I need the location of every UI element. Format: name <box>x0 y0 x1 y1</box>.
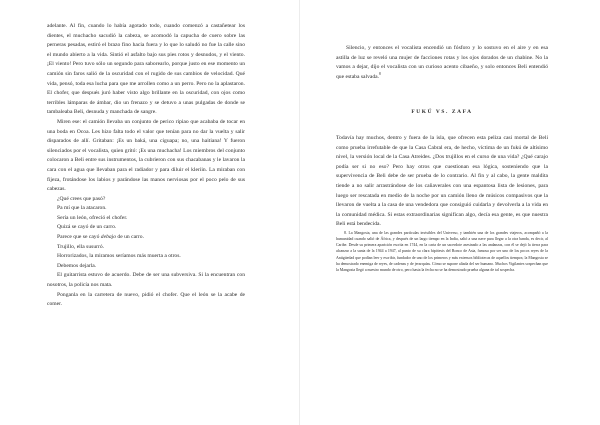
paragraph: Ponganla en la carretera de nuevo, pidió el chofer. Que el león se la acabe de comer. <box>47 291 245 308</box>
paragraph: El guitarrista estuvo de acuerdo. Debe de ser una subversiva. Si la encuentran con nosotros, la policía nos mata. <box>47 272 245 289</box>
paragraph: adelante. Al fin, cuando lo había agotado todo, cuando comenzó a castañetear los dientes, el muchacho sacudió la cabeza, se acomodó la capucha de cuero sobre las perneras pesadas, estiró el brazo fino hacia fuera y lo que lo saludó no fue la calle sino el mundo abierto a la vida. Sintió el asfalto bajo sus pies rotos y desnudos, y el viento. ¡El viento! Pero tuvo sólo un segundo para saborearlo, porque justo en ese momento un camión sin faros salió de la oscuridad con el rugido de sus cambios de velocidad. Qué vida, pensó, toda esa lucha para que me arrollen como a un perro. Pero no la aplastaron. El chofer, que después juró haber visto algo brillante en la oscuridad, con ojos como terribles lámparas de ámbar, dio un frenazo y se detuvo a unas pulgadas de donde se tambaleaba Beli, desnuda y manchada de sangre. <box>47 23 245 116</box>
dialogue-line: Trujillo, ella susurró. <box>57 243 105 250</box>
intro-text: Silencio, y entonces el vocalista encendió un fósforo y lo sostuvo en el aire y en esa astilla de luz se reveló una mujer de facciones rotas y los ojos dorados de un chabine. No la vamos a dejar, dijo el vocalista con un curioso acento cibaeño, y solo entonces Beli entendió que estaba salvada. <box>336 45 548 80</box>
footnote-marker: 8 <box>379 71 381 76</box>
section-heading: FUKÚ VS. ZAFA <box>411 109 473 116</box>
dialogue-line <box>47 233 245 243</box>
dialogue-line: Pa mí que la atacaron. <box>57 205 107 212</box>
dialogue-line: Debemos dejarla. <box>57 262 97 269</box>
dialogue-line: Sería un león, ofreció el chofer. <box>57 214 128 221</box>
emphasis-text: debajo <box>100 234 117 241</box>
footnote: 8. La Mangosta, una de las grandes partículas invisibles del Universo, y también una de los grandes viajeros, acompañó a la humanidad cuando salió de África, y después de un largo tiempo en la India, saltó a una nave para llegar a la otra banda, es decir, al Caribe. Desde su primera aparición escrita en 1744, en la carta de un sacerdote asesinado a las andanzas, con él se dejó la tierra para alcanzar a la santa de la 1944 a 1947, al punto de su clara hipótesis del Ronco de Asia, famosa por ser uno de los pocos reyes de la Antigüedad que podían leer y escribir, fundador de uno de los primeros y más extensos bibliotecas de aquellos tiempos; la Mangosta se ha demostrado enemiga de reyes, de cadenas y de jerarquías. Cómo se supone aliada del ser humano. Muchos Vigilantes sospechan que la Mangosta llegó a nuestro mundo de otro, pero hasta la fecha no se ha demostrado prueba alguna de tal sospecha. <box>336 230 548 272</box>
right-text-column <box>336 44 548 273</box>
dialogue-text: Parece que se cayó <box>57 234 101 241</box>
left-text-column <box>47 22 245 310</box>
dialogue-line: Quizá se cayó de un carro. <box>57 224 117 231</box>
paragraph: Todavía hay muchos, dentro y fuera de la isla, que ofrecen esta peliza casi mortal de Beli como prueba irrefutable de que la Casa Cabral era, de hecho, víctima de un fukú de altísimo nivel, la versión local de la Casa Atreides. ¿Dos trujillos en el curso de una vida? ¿Qué carajo podía ser si no eso? Pero hay otros que cuestionan esa lógica, sosteniendo que la supervivencia de Beli debe de ser prueba de lo contrario. Al fin y al cabo, la gente maldita tiende a no salir arrastrándose de los cañaverales con una espantosa lista de lesiones, para luego ser rescatada en medio de la noche por un camión lleno de músicos compasivos que la llevaron de vuelta a la casa de una vendedora que consiguió cuidarla y devolverla a la vida en la comunidad médica. Si estas extraordinarias significan algo, decía esa gente, es que nuestra Beli está bendecida. <box>336 134 548 228</box>
dialogue-line: Horrorizados, la miramos seríamos más muerta a otros. <box>57 253 181 260</box>
dialogue-line: ¿Qué crees que pasó? <box>57 195 106 202</box>
paragraph: Miren ese: el camión llevaba un conjunto de perico ripiao que acababa de tocar en una boda en Ocoa. Les hizo falta todo el valor que tenían para no dar la vuelta y salir disparados de allí. Gritaban: ¡Es un baká, una ciguapa; no, una haitiana! Y fueron silenciados por el vocalista, quien gritó: ¡Es una muchacha! Los miembros del conjunto colocaron a Beli entre sus instrumentos, la cubrieron con sus chacabanas y le lavaron la cara con el agua que llevaban para el radiador y para diluir el kleriin. La miraban con fijeza, frotándose los labios y parándose las manos nerviosas por el poco pelo de sus cabezas. <box>47 118 245 193</box>
right-page <box>300 0 600 425</box>
intro-paragraph <box>336 44 548 82</box>
dialogue-text: de un carro. <box>116 234 144 241</box>
